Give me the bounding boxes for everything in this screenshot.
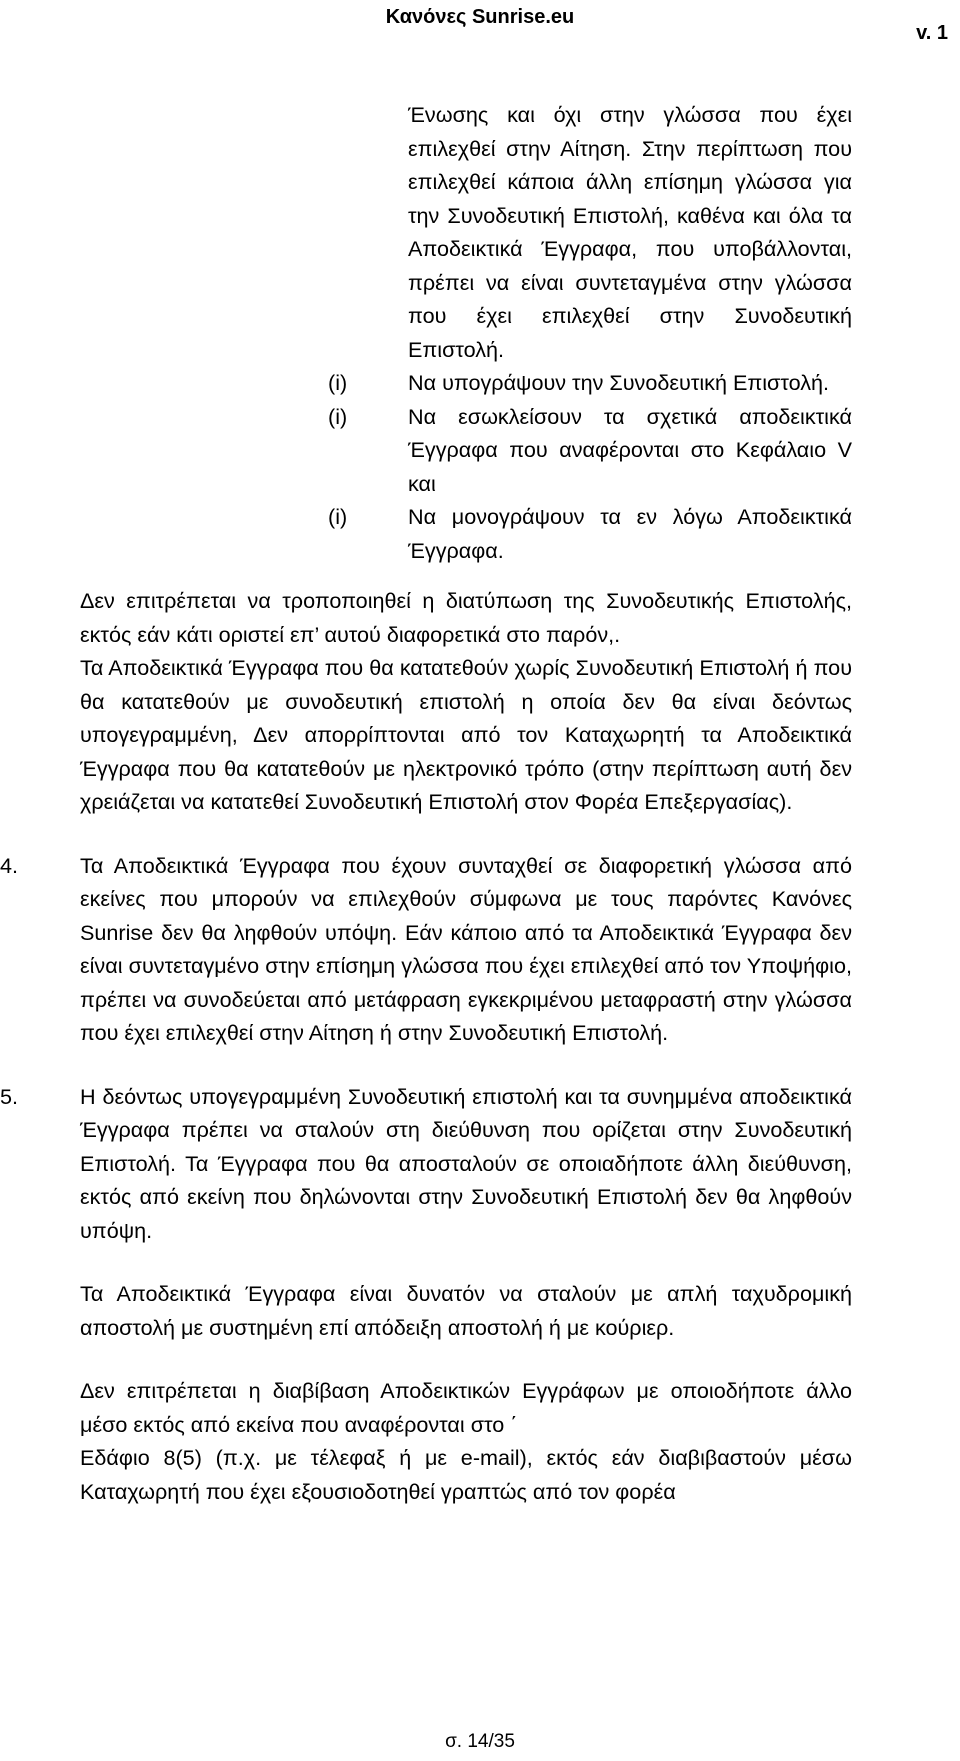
sub-item-text: Να μονογράψουν τα εν λόγω Αποδεικτικά Έγγραφα. — [408, 504, 852, 563]
paragraph-no-modification: Δεν επιτρέπεται να τροποποιηθεί η διατύπωση της Συνοδευτικής Επιστολής, εκτός εάν κάτι οριστεί επ’ αυτού διαφορετικά στο παρόν,. — [80, 588, 852, 647]
document-body — [0, 98, 852, 1508]
sub-item-enclose — [328, 400, 852, 501]
sub-item-marker: (i) — [328, 403, 348, 429]
item-text: Η δεόντως υπογεγραμμένη Συνοδευτική επιστολή και τα συνημμένα αποδεικτικά Έγγραφα πρέπει να σταλούν στη διεύθυνση που ορίζεται στην Συνοδευτική Επιστολή. Τα Έγγραφα που θα αποσταλούν σε οποιαδήποτε άλλη διεύθυνση, εκτός από εκείνη που δηλώνονται στην Συνοδευτική Επιστολή δεν θα ληφθούν υπόψη. — [80, 1083, 852, 1243]
sub-item-marker: (i) — [328, 370, 348, 395]
continuation-paragraph: Ένωσης και όχι στην γλώσσα που έχει επιλεχθεί στην Αίτηση. Στην περίπτωση που επιλεχθεί κάποια άλλη επίσημη γλώσσα για την Συνοδευτική Επιστολή, καθένα και όλα τα Αποδεικτικά Έγγραφα, που υποβάλλονται, πρέπει να είναι συντεταγμένα στην γλώσσα που έχει επιλεχθεί στην Συνοδευτική Επιστολή. — [408, 102, 852, 362]
item-number: 5. — [0, 1083, 19, 1109]
paragraph-not-rejected: Τα Αποδεικτικά Έγγραφα που θα κατατεθούν χωρίς Συνοδευτική Επιστολή ή που θα κατατεθούν με συνοδευτική επιστολή η οποία δεν θα είναι δεόντως υπογεγραμμένη, Δεν απορρίπτονται από τον Καταχωρητή τα Αποδεικτικά Έγγραφα που θα κατατεθούν με ηλεκτρονικό τρόπο (στην περίπτωση αυτή δεν χρειάζεται να κατατεθεί Συνοδευτική Επιστολή στον Φορέα Επεξεργασίας). — [80, 655, 852, 814]
sub-item-text: Να εσωκλείσουν τα σχετικά αποδεικτικά Έγγραφα που αναφέρονται στο Κεφάλαιο V και — [408, 403, 852, 496]
page-number: σ. 14/35 — [445, 1731, 515, 1752]
continuation-column — [408, 98, 852, 366]
sub-item-marker: (i) — [328, 504, 348, 529]
sub-item-sign — [328, 366, 852, 400]
document-title: Κανόνες Sunrise.eu — [385, 6, 575, 28]
document-version: v. 1 — [916, 22, 948, 44]
item-number: 4. — [0, 852, 19, 878]
item-4 — [0, 849, 852, 1050]
paragraph-courier: Τα Αποδεικτικά Έγγραφα είναι δυνατόν να σταλούν με απλή ταχυδρομική αποστολή με συστημένη επί απόδειξη αποστολή ή με κούριερ. — [80, 1281, 852, 1340]
item-5 — [0, 1080, 852, 1248]
sub-item-text: Να υπογράψουν την Συνοδευτική Επιστολή. — [408, 370, 830, 395]
sub-item-initial — [328, 500, 852, 567]
item-text: Τα Αποδεικτικά Έγγραφα που έχουν συνταχθεί σε διαφορετική γλώσσα από εκείνες που μπορούν να επιλεχθούν σύμφωνα με τους παρόντες Κανόνες Sunrise δεν θα ληφθούν υπόψη. Εάν κάποιο από τα Αποδεικτικά Έγγραφα δεν είναι συντεταγμένο στην επίσημη γλώσσα που έχει επιλεχθεί από τον Υποψήφιο, πρέπει να συνοδεύεται από μετάφραση εγκεκριμένου μεταφραστή στην γλώσσα που έχει επιλεχθεί στην Αίτηση ή στην Συνοδευτική Επιστολή. — [80, 852, 852, 1045]
page-header — [0, 4, 960, 44]
paragraph-transmission-line1: Δεν επιτρέπεται η διαβίβαση Αποδεικτικών Εγγράφων με οποιοδήποτε άλλο μέσο εκτός από εκείνα που αναφέρονται στο ΄ — [80, 1378, 852, 1437]
paragraph-transmission-line2: Εδάφιο 8(5) (π.χ. με τέλεφαξ ή με e-mail), εκτός εάν διαβιβαστούν μέσω Καταχωρητή που έχει εξουσιοδοτηθεί γραπτώς από τον φορέα — [80, 1445, 852, 1504]
